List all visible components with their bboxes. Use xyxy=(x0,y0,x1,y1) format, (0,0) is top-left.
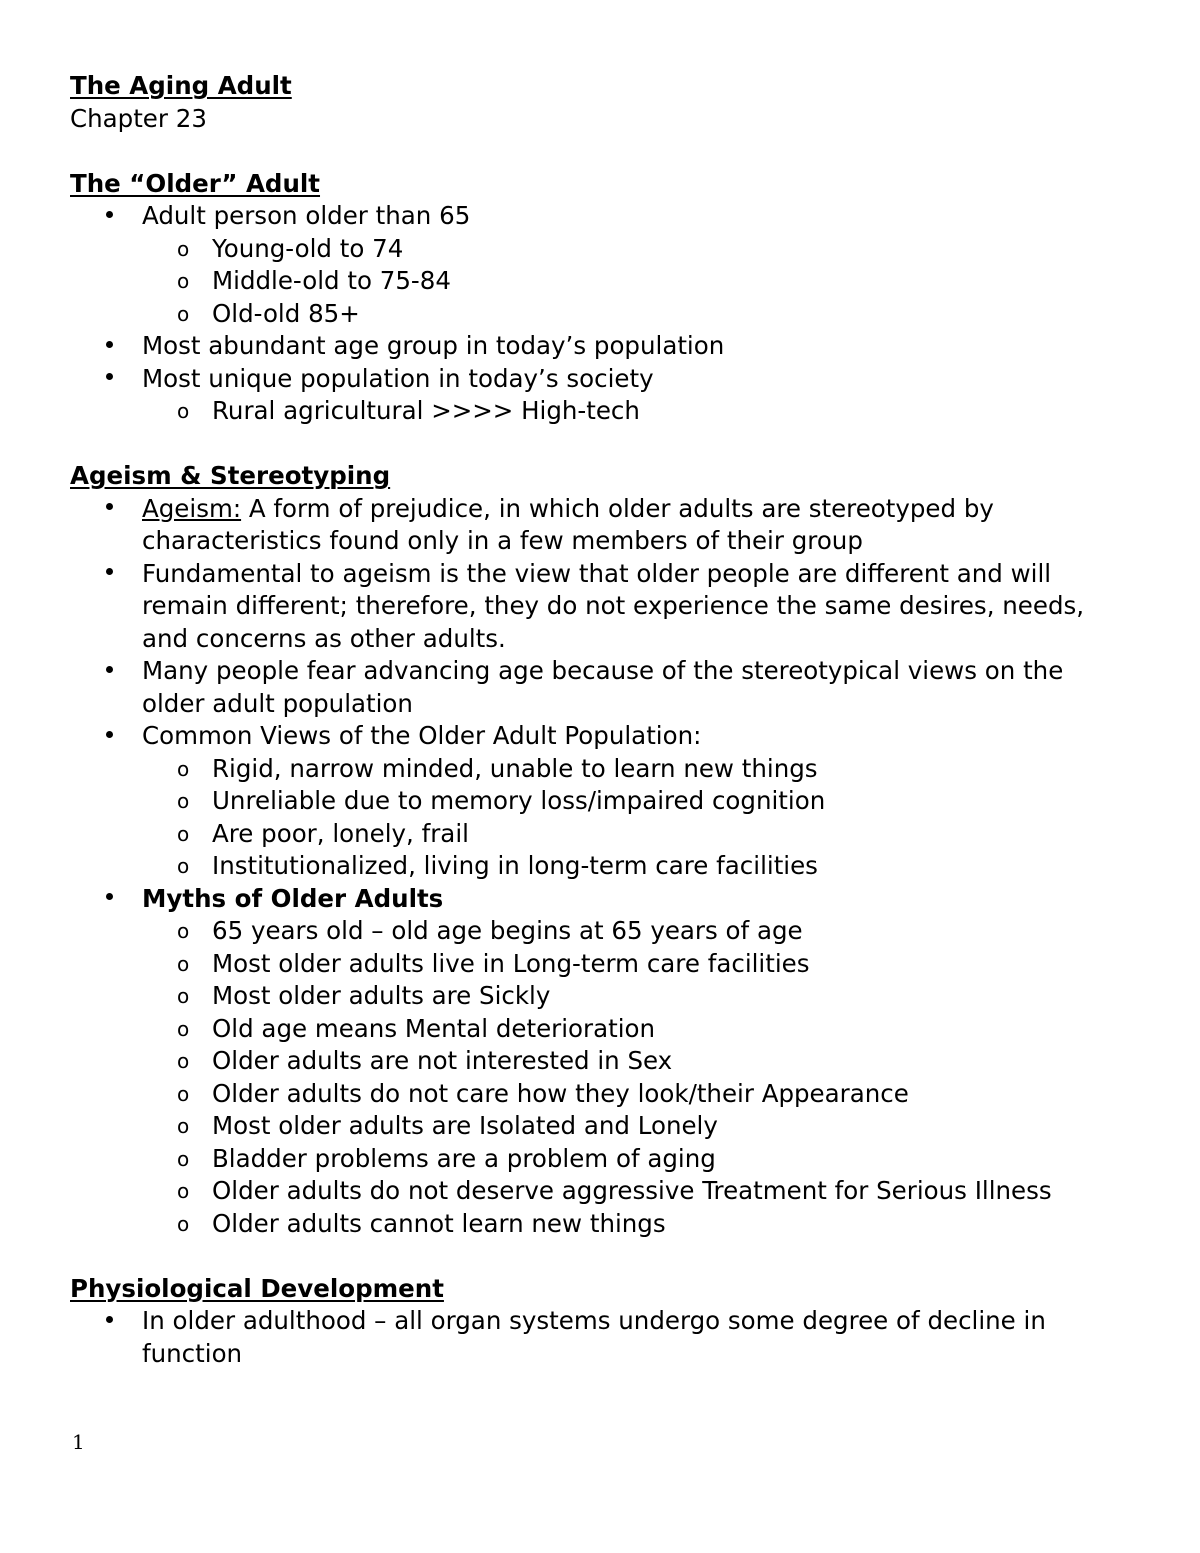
circle-bullet-icon: o xyxy=(177,1016,190,1041)
sub-list xyxy=(142,395,1130,428)
bullet-icon xyxy=(106,493,126,526)
circle-bullet-icon: o xyxy=(177,1049,190,1073)
circle-bullet-icon: o xyxy=(177,854,190,878)
ageism-term: Ageism: xyxy=(142,493,242,523)
circle-bullet-icon: o xyxy=(177,1081,190,1106)
bullet-icon xyxy=(106,720,126,753)
sub-list-item: o Older adults are not interested in Sex xyxy=(142,1045,1130,1078)
sub-list-item: o Older adults do not care how they look/their Appearance xyxy=(142,1078,1130,1111)
list-item-text: Common Views of the Older Adult Population: xyxy=(142,721,702,750)
sub-list-item: o 65 years old – old age begins at 65 years of age xyxy=(142,915,1130,948)
list-item xyxy=(70,558,1130,656)
circle-bullet-icon: o xyxy=(177,301,190,326)
list-item xyxy=(70,200,1130,330)
circle-bullet-icon: o xyxy=(177,1146,190,1171)
sub-list-item: o Old-old 85+ xyxy=(142,298,1130,331)
circle-bullet-icon: o xyxy=(177,951,190,976)
list-item xyxy=(70,883,1130,1241)
section-heading-ageism: Ageism & Stereotyping xyxy=(70,461,391,490)
circle-bullet-icon: o xyxy=(177,269,190,293)
section-list-physiological xyxy=(70,1305,1130,1370)
list-item xyxy=(70,655,1130,720)
circle-bullet-icon: o xyxy=(177,1179,190,1203)
sub-list xyxy=(142,753,1130,883)
sub-list-item: o Most older adults live in Long-term care facilities xyxy=(142,948,1130,981)
sub-list-item: o Institutionalized, living in long-term care facilities xyxy=(142,850,1130,883)
sub-list-item: o Young-old to 74 xyxy=(142,233,1130,266)
sub-list-item: o Most older adults are Isolated and Lonely xyxy=(142,1110,1130,1143)
section-heading-older-adult: The “Older” Adult xyxy=(70,168,321,198)
circle-bullet-icon: o xyxy=(177,1114,190,1138)
circle-bullet-icon: o xyxy=(177,984,190,1008)
bullet-icon xyxy=(106,363,126,396)
list-item-text: Many people fear advancing age because of the stereotypical views on the older adult population xyxy=(142,656,1064,718)
circle-bullet-icon: o xyxy=(177,1211,190,1236)
list-item xyxy=(70,720,1130,883)
list-item-text: Most unique population in today’s society xyxy=(142,363,654,393)
document-page xyxy=(70,70,1130,1370)
sub-list xyxy=(142,233,1130,331)
document-title: The Aging Adult xyxy=(70,71,292,100)
sub-list-item: o Older adults cannot learn new things xyxy=(142,1208,1130,1241)
sub-list-item: o Older adults do not deserve aggressive Treatment for Serious Illness xyxy=(142,1175,1130,1208)
bullet-icon xyxy=(106,330,126,363)
sub-list-item: o Most older adults are Sickly xyxy=(142,980,1130,1013)
page-number: 1 xyxy=(72,1430,85,1454)
sub-list-item: o Bladder problems are a problem of aging xyxy=(142,1143,1130,1176)
list-item-text: Fundamental to ageism is the view that older people are different and will remain different; therefore, they do not experience the same desires, needs, and concerns as other adults. xyxy=(142,558,1085,653)
bullet-icon xyxy=(106,558,126,591)
sub-list-item: o Rigid, narrow minded, unable to learn new things xyxy=(142,753,1130,786)
list-item xyxy=(70,1305,1130,1370)
list-item-text: A form of prejudice, in which older adults are stereotyped by characteristics found only in a few members of their group xyxy=(142,493,994,555)
sub-list-item: o Are poor, lonely, frail xyxy=(142,818,1130,851)
bullet-icon xyxy=(106,200,126,233)
circle-bullet-icon: o xyxy=(177,821,190,846)
list-item xyxy=(70,493,1130,558)
circle-bullet-icon: o xyxy=(177,236,190,261)
circle-bullet-icon: o xyxy=(177,399,190,423)
sub-list-item: o Rural agricultural >>>> High-tech xyxy=(142,395,1130,428)
bullet-icon xyxy=(106,883,126,916)
myths-heading: Myths of Older Adults xyxy=(142,883,444,913)
circle-bullet-icon: o xyxy=(177,789,190,813)
circle-bullet-icon: o xyxy=(177,919,190,943)
sub-list-item: o Old age means Mental deterioration xyxy=(142,1013,1130,1046)
list-item xyxy=(70,330,1130,363)
list-item-text: Most abundant age group in today’s population xyxy=(142,331,725,360)
list-item-text: In older adulthood – all organ systems undergo some degree of decline in function xyxy=(142,1306,1046,1368)
sub-list-item: o Unreliable due to memory loss/impaired cognition xyxy=(142,785,1130,818)
section-list-older-adult xyxy=(70,200,1130,428)
circle-bullet-icon: o xyxy=(177,756,190,781)
chapter-label: Chapter 23 xyxy=(70,103,207,133)
section-heading-physiological: Physiological Development xyxy=(70,1273,444,1303)
sub-list xyxy=(142,915,1130,1240)
section-list-ageism xyxy=(70,493,1130,1241)
bullet-icon xyxy=(106,1305,126,1338)
sub-list-item: o Middle-old to 75-84 xyxy=(142,265,1130,298)
bullet-icon xyxy=(106,655,126,688)
list-item-text: Adult person older than 65 xyxy=(142,201,471,230)
list-item xyxy=(70,363,1130,428)
